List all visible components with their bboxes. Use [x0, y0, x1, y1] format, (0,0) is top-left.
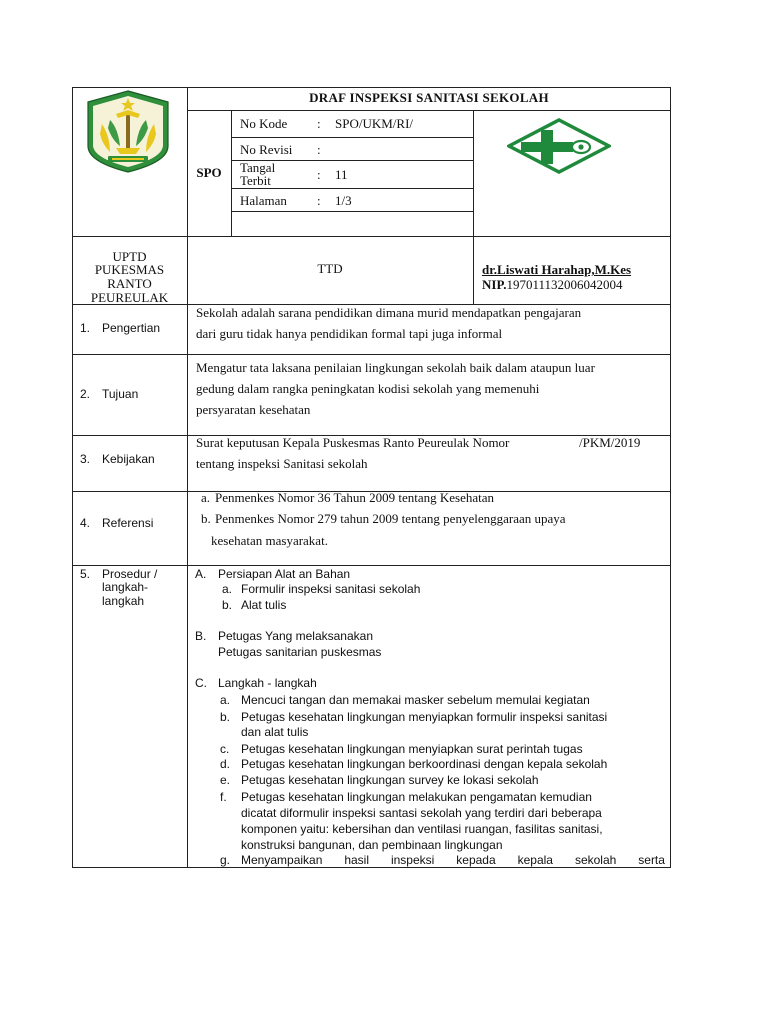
title-row-divider	[187, 110, 671, 111]
section-label-kebijakan: Kebijakan	[102, 452, 155, 466]
section-number: 2.	[80, 387, 91, 401]
field-sep: :	[317, 142, 321, 157]
tujuan-text: persyaratan kesehatan	[196, 402, 311, 417]
step-word: kepala	[517, 853, 553, 867]
step-text: dicatat diformulir inspeksi santasi sekolah yang terdiri dari beberapa	[241, 806, 602, 820]
step-text: komponen yaitu: kebersihan dan ventilasi ruangan, fasilitas sanitasi,	[241, 822, 603, 836]
logo-col-divider	[187, 87, 188, 868]
step-marker: d.	[220, 757, 231, 771]
field-divider-1	[231, 137, 473, 138]
step-text: Petugas kesehatan lingkungan berkoordinasi dengan kepala sekolah	[241, 757, 608, 771]
section-label-tujuan: Tujuan	[102, 387, 139, 401]
header-bottom-border	[72, 236, 671, 237]
referensi-item: Penmenkes Nomor 36 Tahun 2009 tentang Kesehatan	[215, 490, 495, 505]
prosedur-marker: A.	[195, 567, 207, 581]
prosedur-item-marker: a.	[222, 582, 233, 596]
section-label-prosedur: Prosedur /	[102, 567, 158, 581]
pengertian-text: dari guru tidak hanya pendidikan formal tapi juga informal	[196, 326, 503, 341]
signer-nip	[482, 277, 623, 293]
section-label-pengertian: Pengertian	[102, 321, 161, 335]
section-number: 5.	[80, 567, 91, 581]
prosedur-item: Alat tulis	[241, 598, 287, 612]
ttd-col-divider	[473, 236, 474, 304]
prosedur-heading: Langkah - langkah	[218, 676, 317, 690]
field-divider-4	[231, 211, 473, 212]
prosedur-item: Petugas sanitarian puskesmas	[218, 645, 382, 659]
spo-col-divider	[231, 110, 232, 236]
row-divider-4	[72, 565, 671, 566]
field-label-halaman: Halaman	[240, 193, 287, 208]
puskesmas-logo-icon	[507, 117, 611, 175]
ttd-label: TTD	[317, 261, 343, 276]
step-word: serta	[638, 853, 665, 867]
table-border-bottom	[72, 867, 671, 868]
prosedur-marker: C.	[195, 676, 207, 690]
aceh-timur-emblem-icon	[80, 88, 176, 174]
pengertian-text: Sekolah adalah sarana pendidikan dimana murid mendapatkan pengajaran	[196, 305, 582, 320]
step-marker: e.	[220, 773, 231, 787]
nip-label: NIP.	[482, 277, 507, 292]
field-sep: :	[317, 116, 321, 131]
field-label-no-kode: No Kode	[240, 116, 288, 131]
field-label-terbit: Terbit	[240, 173, 271, 188]
step-marker: a.	[220, 693, 231, 707]
section-label-prosedur: langkah	[102, 594, 145, 608]
step-text: Mencuci tangan dan memakai masker sebelum memulai kegiatan	[241, 693, 590, 707]
field-value-no-kode: SPO/UKM/RI/	[335, 116, 414, 131]
prosedur-marker: B.	[195, 629, 207, 643]
referensi-item-cont: kesehatan masyarakat.	[211, 533, 328, 548]
signer-name: dr.Liswati Harahap,M.Kes	[482, 262, 632, 277]
field-value-tangal-terbit: 11	[335, 167, 348, 182]
field-value-halaman: 1/3	[335, 193, 352, 208]
step-text: Petugas kesehatan lingkungan survey ke lokasi sekolah	[241, 773, 539, 787]
section-number: 4.	[80, 516, 91, 530]
right-logo-divider	[473, 110, 474, 236]
row-divider-1	[72, 354, 671, 355]
tujuan-text: Mengatur tata laksana penilaian lingkungan sekolah baik dalam ataupun luar	[196, 360, 595, 375]
field-sep: :	[317, 193, 321, 208]
step-marker: b.	[220, 710, 231, 724]
org-name-line: PEUREULAK	[90, 290, 169, 305]
document-title: DRAF INSPEKSI SANITASI SEKOLAH	[309, 90, 549, 105]
tujuan-text: gedung dalam rangka peningkatan kodisi sekolah yang memenuhi	[196, 381, 540, 396]
kebijakan-text: Surat keputusan Kepala Puskesmas Ranto Peureulak Nomor	[196, 435, 510, 450]
section-number: 1.	[80, 321, 91, 335]
step-word: sekolah	[574, 853, 617, 867]
step-word: inspeksi	[390, 853, 435, 867]
org-name-line: UPTD	[112, 249, 147, 264]
step-text: dan alat tulis	[241, 725, 309, 739]
prosedur-item-marker: b.	[222, 598, 233, 612]
prosedur-item: Formulir inspeksi sanitasi sekolah	[241, 582, 421, 596]
referensi-marker: b.	[201, 511, 211, 526]
field-sep: :	[317, 167, 321, 182]
field-label-no-revisi: No Revisi	[240, 142, 293, 157]
step-word: Menyampaikan	[241, 853, 323, 867]
step-text: konstruksi bangunan, dan pembinaan lingkungan	[241, 838, 503, 852]
prosedur-heading: Petugas Yang melaksanakan	[218, 629, 373, 643]
step-text: Petugas kesehatan lingkungan menyiapkan surat perintah tugas	[241, 742, 583, 756]
section-label-prosedur: langkah-	[102, 580, 149, 594]
org-name-line: RANTO	[107, 276, 152, 291]
step-text-justified	[241, 853, 665, 867]
step-text: Petugas kesehatan lingkungan melakukan pengamatan kemudian	[241, 790, 592, 804]
step-word: hasil	[344, 853, 370, 867]
nip-value: 197011132006042004	[506, 277, 623, 292]
kebijakan-text: tentang inspeksi Sanitasi sekolah	[196, 456, 368, 471]
step-word: kepada	[456, 853, 496, 867]
table-border-right	[670, 87, 671, 868]
section-number: 3.	[80, 452, 91, 466]
section-label-referensi: Referensi	[102, 516, 154, 530]
referensi-marker: a.	[201, 490, 211, 505]
step-text: Petugas kesehatan lingkungan menyiapkan formulir inspeksi sanitasi	[241, 710, 608, 724]
referensi-item: Penmenkes Nomor 279 tahun 2009 tentang penyelenggaraan upaya	[215, 511, 566, 526]
org-name-line: PUKESMAS	[94, 262, 165, 277]
spo-label: SPO	[196, 165, 222, 180]
step-marker: g.	[220, 853, 231, 867]
field-label-tangal: Tangal	[240, 160, 276, 175]
step-marker: f.	[220, 790, 227, 804]
step-marker: c.	[220, 742, 230, 756]
kebijakan-nomor: /PKM/2019	[579, 435, 641, 450]
table-border-left	[72, 87, 73, 868]
prosedur-heading: Persiapan Alat an Bahan	[218, 567, 351, 581]
